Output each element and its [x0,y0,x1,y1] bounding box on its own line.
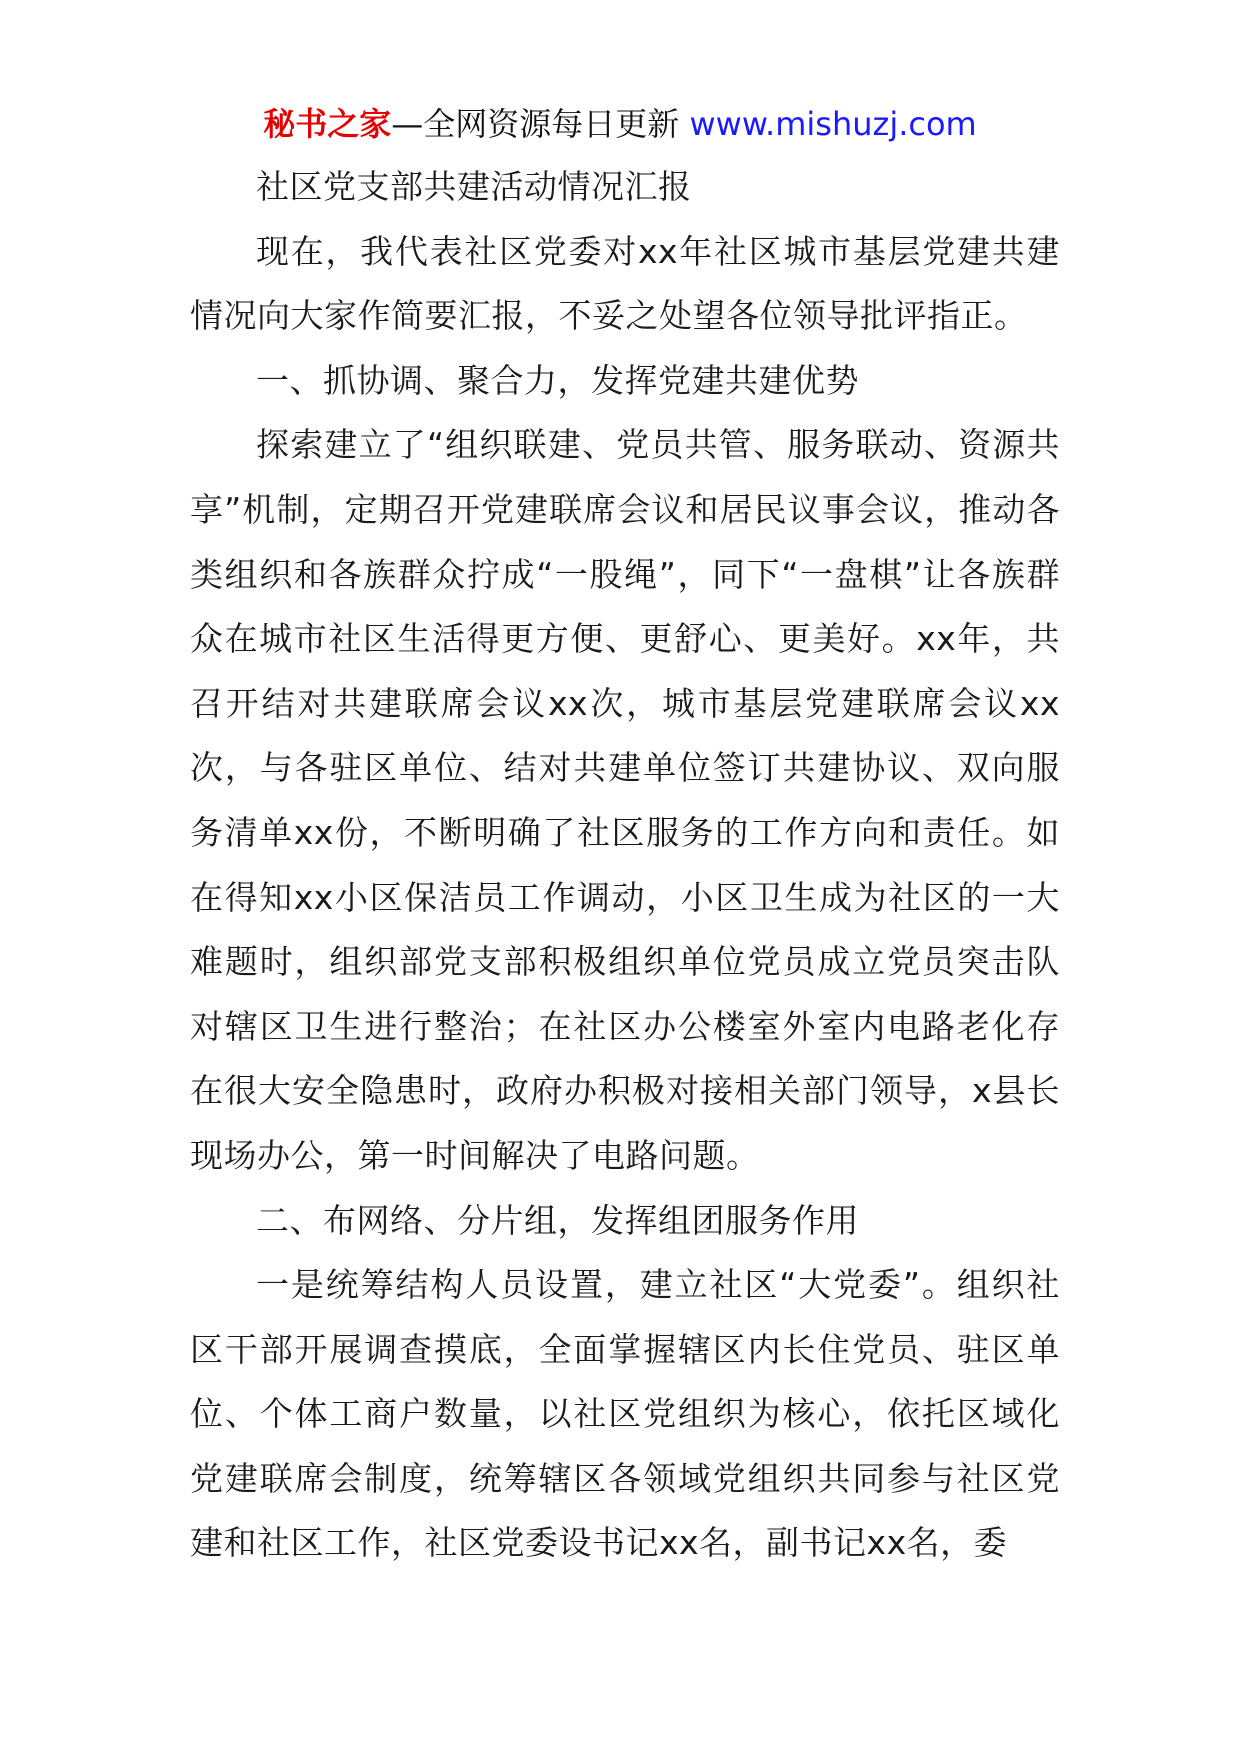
site-url-link[interactable]: www.mishuzj.com [689,105,977,143]
document-body [190,155,1060,1576]
paragraph-intro: 现在，我代表社区党委对xx年社区城市基层党建共建情况向大家作简要汇报，不妥之处望各位领导批评指正。 [190,231,1060,336]
section-heading-2: 二、布网络、分片组，发挥组团服务作用 [256,1200,859,1240]
paragraph-section-1: 探索建立了“组织联建、党员共管、服务联动、资源共享”机制，定期召开党建联席会议和居民议事会议，推动各类组织和各族群众拧成“一股绳”，同下“一盘棋”让各族群众在城市社区生活得更方便、更舒心、更美好。xx年，共召开结对共建联席会议xx次，城市基层党建联席会议xx次，与各驻区单位、结对共建单位签订共建协议、双向服务清单xx份，不断明确了社区服务的工作方向和责任。如在得知xx小区保洁员工作调动，小区卫生成为社区的一大难题时，组织部党支部积极组织单位党员成立党员突击队对辖区卫生进行整治；在社区办公楼室外室内电路老化存在很大安全隐患时，政府办积极对接相关部门领导，x县长现场办公，第一时间解决了电路问题。 [190,425,1060,1175]
site-brand: 秘书之家 [263,105,392,143]
section-heading-1: 一、抓协调、聚合力，发挥党建共建优势 [256,360,859,400]
paragraph-section-2: 一是统筹结构人员设置，建立社区“大党委”。组织社区干部开展调查摸底，全面掌握辖区内长住党员、驻区单位、个体工商户数量，以社区党组织为核心，依托区域化党建联席会制度，统筹辖区各领域党组织共同参与社区党建和社区工作，社区党委设书记xx名，副书记xx名，委 [190,1265,1060,1563]
site-header [0,100,1240,148]
document-title: 社区党支部共建活动情况汇报 [256,167,692,206]
site-tagline: —全网资源每日更新 [391,105,680,143]
